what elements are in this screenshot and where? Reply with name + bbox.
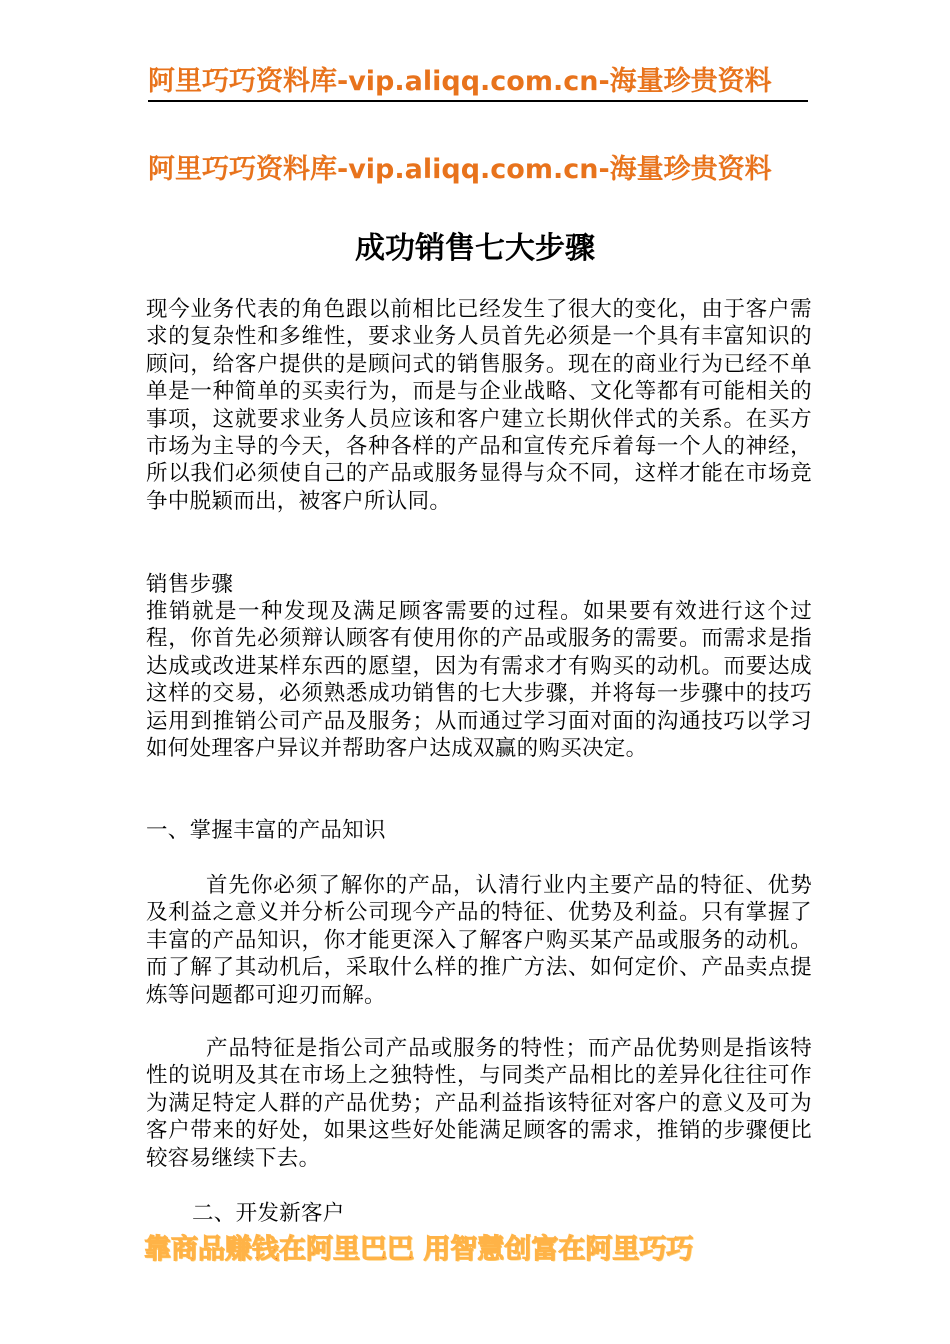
section1-heading: 一、掌握丰富的产品知识 [146, 818, 386, 843]
intro-paragraph: 现今业务代表的角色跟以前相比已经发生了很大的变化，由于客户需求的复杂性和多维性，要求业务人员首先必须是一个具有丰富知识的顾问，给客户提供的是顾问式的销售服务。现在的商业行为已经不单单是一种简单的买卖行为，而是与企业战略、文化等都有可能相关的事项，这就要求业务人员应该和客户建立长期伙伴式的关系。在买方市场为主导的今天，各种各样的产品和宣传充斥着每一个人的神经，所以我们必须使自己的产品或服务显得与众不同，这样才能在市场竞争中脱颖而出，被客户所认同。 [146, 297, 812, 514]
header-banner: 阿里巧巧资料库-vip.aliqq.com.cn-海量珍贵资料 [148, 64, 808, 102]
sub-banner: 阿里巧巧资料库-vip.aliqq.com.cn-海量珍贵资料 [148, 154, 772, 185]
section2-heading: 二、开发新客户 [192, 1201, 345, 1226]
section1-paragraph-1: 首先你必须了解你的产品，认清行业内主要产品的特征、优势及利益之意义并分析公司现今产品的特征、优势及利益。只有掌握了丰富的产品知识，你才能更深入了解客户购买某产品或服务的动机。而了解了其动机后，采取什么样的推广方法、如何定价、产品卖点提炼等问题都可迎刃而解。 [146, 873, 812, 1008]
section1-paragraph-2: 产品特征是指公司产品或服务的特性；而产品优势则是指该特性的说明及其在市场上之独特性，与同类产品相比的差异化往往可作为满足特定人群的产品优势；产品利益指该特征对客户的意义及可为客户带来的好处，如果这些好处能满足顾客的需求，推销的步骤便比较容易继续下去。 [146, 1036, 812, 1171]
steps-heading: 销售步骤 [146, 572, 234, 597]
footer-banner: 靠商品赚钱在阿里巴巴 用智慧创富在阿里巧巧 [144, 1234, 694, 1265]
document-title: 成功销售七大步骤 [355, 231, 595, 266]
steps-paragraph: 推销就是一种发现及满足顾客需要的过程。如果要有效进行这个过程，你首先必须辩认顾客有使用你的产品或服务的需要。而需求是指达成或改进某样东西的愿望，因为有需求才有购买的动机。而要达成这样的交易，必须熟悉成功销售的七大步骤，并将每一步骤中的技巧运用到推销公司产品及服务；从而通过学习面对面的沟通技巧以学习如何处理客户异议并帮助客户达成双赢的购买决定。 [146, 599, 812, 762]
